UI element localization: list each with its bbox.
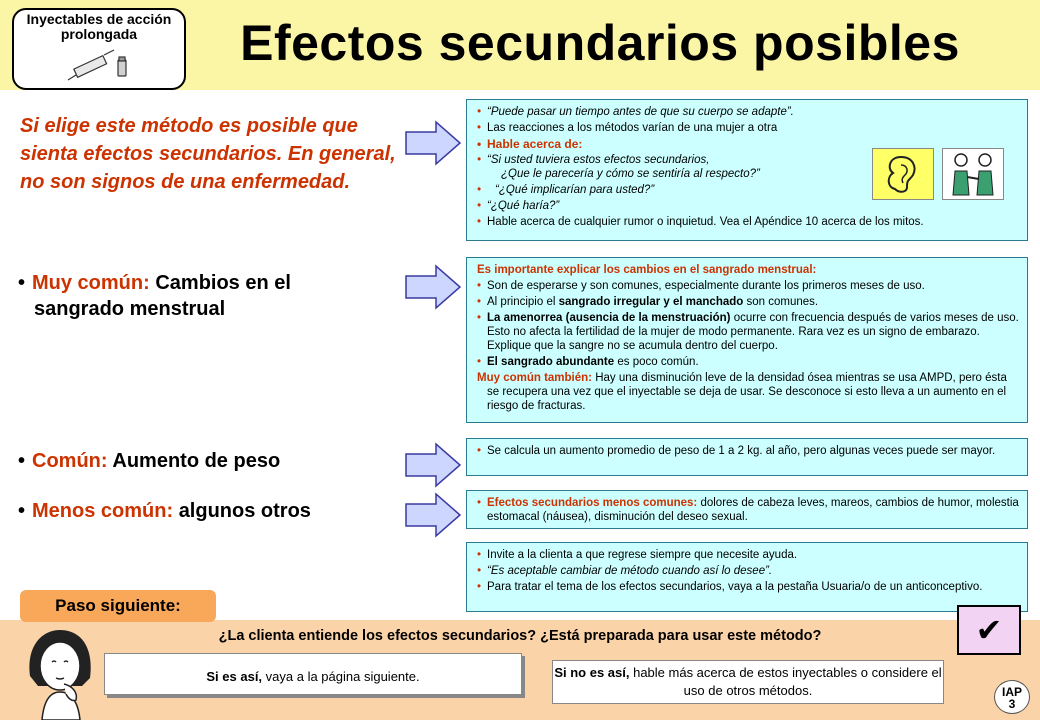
yes-text: vaya a la página siguiente. <box>262 669 420 684</box>
arrow-right-icon <box>404 492 462 538</box>
page-title: Efectos secundarios posibles <box>240 15 960 71</box>
bullet-very-common: • Muy común: Cambios en el sangrado menstrual <box>18 272 291 320</box>
list-item: • “Si usted tuviera estos efectos secundarios, <box>477 153 1019 167</box>
also-common-note: Muy común también: Hay una disminución leve de la densidad ósea mientras se usa AMPD, pero ésta se recupera una vez que el inyectable se deja de usar. Se desconoce si esto lleva a un aumento en el riesgo de fracturas. <box>477 372 1007 412</box>
syringe-icon <box>64 46 136 86</box>
arrow-right-icon <box>404 264 462 310</box>
list-item: • Hable acerca de: <box>477 137 1019 151</box>
list-item: • “¿Qué implicarían para usted?” <box>477 183 1019 197</box>
box-heading: Es importante explicar los cambios en el sangrado menstrual: <box>477 264 817 276</box>
list-item: • “Puede pasar un tiempo antes de que su cuerpo se adapte”. <box>477 105 1019 119</box>
bullet-label: Muy común: <box>32 272 150 294</box>
arrow-right-icon <box>404 442 462 488</box>
no-text: hable más acerca de estos inyectables o considere el uso de otros métodos. <box>629 665 942 698</box>
yes-next-page-box[interactable] <box>104 653 522 695</box>
bullet-text-cont: sangrado menstrual <box>34 298 226 320</box>
method-tab-label: Inyectables de acción prolongada <box>26 11 172 42</box>
list-item: • “Es aceptable cambiar de método cuando así lo desee”. <box>477 564 1019 578</box>
page-code: IAP <box>1001 685 1022 699</box>
check-button[interactable] <box>957 605 1021 655</box>
list-item-cont: ¿Que le parecería y cómo se sentiría al respecto?” <box>501 168 760 180</box>
arrow-right-icon <box>404 120 462 166</box>
checkmark-icon: ✔ <box>975 612 1003 648</box>
list-item: • La amenorrea (ausencia de la menstruación) ocurre con frecuencia después de varios meses de uso. Esto no afecta la fertilidad de la mujer de modo permanente. Rara vez es un signo de embarazo. Explique que la sangre no se acumula dentro del cuerpo. <box>477 311 1019 353</box>
list-item: • “¿Qué haría?” <box>477 199 1019 213</box>
counseling-people-icon <box>942 148 1004 200</box>
bullet-common: • Común: Aumento de peso <box>18 450 281 472</box>
bullet-text: Cambios en el <box>155 272 291 294</box>
bullet-less-common: • Menos común: algunos otros <box>18 500 311 522</box>
list-item: • Las reacciones a los métodos varían de una mujer a otra <box>477 121 1019 135</box>
page-number: 3 <box>1008 697 1016 711</box>
list-item: • Invite a la clienta a que regrese siempre que necesite ayuda. <box>477 548 1019 562</box>
bullet-text: Aumento de peso <box>112 450 281 472</box>
ear-icon <box>872 148 934 200</box>
list-item: • Hable acerca de cualquier rumor o inquietud. Vea el Apéndice 10 acerca de los mitos. <box>477 215 1019 229</box>
intro-text: Si elige este método es posible que sienta efectos secundarios. En general, no son signos de una enfermedad. <box>20 115 396 193</box>
method-tab[interactable] <box>12 8 186 90</box>
list-item: • Son de esperarse y son comunes, especialmente durante los primeros meses de uso. <box>477 279 1019 293</box>
page-badge <box>994 680 1030 714</box>
no-label: Si no es así, <box>554 665 630 680</box>
woman-thinking-icon <box>22 626 100 720</box>
list-item: • Al principio el sangrado irregular y el manchado son comunes. <box>477 295 1019 309</box>
bullet-text: algunos otros <box>178 500 311 522</box>
bullet-label: Menos común: <box>32 500 174 522</box>
list-item: • El sangrado abundante es poco común. <box>477 355 1019 369</box>
next-step-label: Paso siguiente: <box>20 590 216 622</box>
follow-up-box <box>466 542 1028 612</box>
weight-gain-box <box>466 438 1028 476</box>
bleeding-changes-box <box>466 257 1028 423</box>
list-item: • Se calcula un aumento promedio de peso de 1 a 2 kg. al año, pero algunas veces puede ser mayor. <box>477 444 1019 458</box>
question-text: ¿La clienta entiende los efectos secundarios? ¿Está preparada para usar este método? <box>218 628 822 644</box>
yes-label: Si es así, <box>206 669 263 684</box>
list-item: • Para tratar el tema de los efectos secundarios, vaya a la pestaña Usuaria/o de un anticonceptivo. <box>477 580 1019 594</box>
no-more-info-box[interactable] <box>552 660 944 704</box>
bullet-label: Común: <box>32 450 108 472</box>
list-item: • Efectos secundarios menos comunes: dolores de cabeza leves, mareos, cambios de humor, molestia estomacal (náusea), disminución del deseo sexual. <box>477 496 1019 524</box>
less-common-box <box>466 490 1028 529</box>
